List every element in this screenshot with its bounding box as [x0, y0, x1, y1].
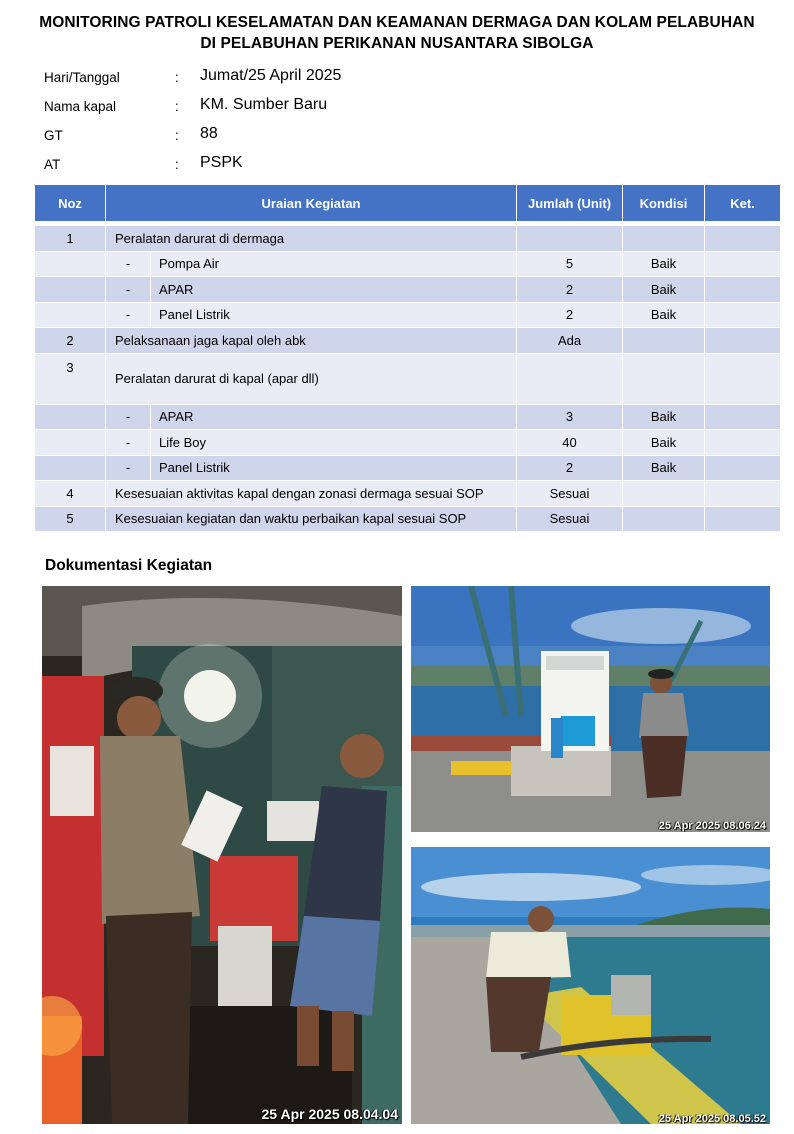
cell-no: 4 [35, 480, 106, 506]
cell-kondisi: Baik [623, 251, 705, 277]
table-row [35, 276, 780, 302]
table-row [35, 404, 780, 430]
table-row [35, 506, 780, 532]
cell-no: 2 [35, 327, 106, 353]
photo-dock-inspection-image [411, 847, 770, 1124]
header-jumlah: Jumlah (Unit) [517, 185, 623, 221]
cell-kondisi [623, 225, 705, 251]
info-label: AT [44, 157, 61, 172]
cell-jumlah: 2 [517, 455, 623, 481]
table-row [35, 455, 780, 481]
cell-kondisi [623, 506, 705, 532]
table-row [35, 251, 780, 277]
photo-timestamp: 25 Apr 2025 08.05.52 [658, 1113, 766, 1124]
cell-ket [705, 327, 780, 353]
info-colon: : [175, 128, 179, 143]
cell-ket [705, 353, 780, 404]
cell-ket [705, 251, 780, 277]
cell-kondisi: Baik [623, 302, 705, 328]
header-no: Noz [35, 185, 106, 221]
info-colon: : [175, 70, 179, 85]
cell-ket [705, 429, 780, 455]
cell-uraian: Peralatan darurat di kapal (apar dll) [106, 353, 517, 404]
cell-jumlah: Sesuai [517, 506, 623, 532]
header-uraian: Uraian Kegiatan [106, 185, 517, 221]
cell-ket [705, 225, 780, 251]
documentation-heading: Dokumentasi Kegiatan [45, 557, 213, 574]
table-row [35, 327, 780, 353]
cell-uraian: Peralatan darurat di dermaga [106, 225, 517, 251]
photo-dock-dispenser [411, 586, 770, 832]
info-label: Hari/Tanggal [44, 70, 120, 85]
cell-kondisi [623, 327, 705, 353]
cell-dash: - [106, 404, 151, 430]
patrol-checklist-table [35, 185, 780, 531]
photo-vessel-inspection [42, 586, 402, 1124]
cell-kondisi [623, 480, 705, 506]
header-ket: Ket. [705, 185, 780, 221]
cell-jumlah: 2 [517, 276, 623, 302]
cell-ket [705, 506, 780, 532]
info-value: KM. Sumber Baru [200, 96, 328, 113]
cell-uraian: Pelaksanaan jaga kapal oleh abk [106, 327, 517, 353]
cell-no [35, 251, 106, 277]
cell-no: 1 [35, 225, 106, 251]
cell-uraian: Kesesuaian kegiatan dan waktu perbaikan kapal sesuai SOP [106, 506, 517, 532]
cell-kondisi: Baik [623, 276, 705, 302]
table-row [35, 480, 780, 506]
cell-uraian: APAR [151, 276, 517, 302]
cell-no: 3 [35, 353, 106, 404]
header-kondisi: Kondisi [623, 185, 705, 221]
photo-dock-dispenser-image [411, 586, 770, 832]
cell-ket [705, 480, 780, 506]
cell-jumlah: Ada [517, 327, 623, 353]
info-colon: : [175, 157, 179, 172]
cell-ket [705, 276, 780, 302]
cell-no [35, 404, 106, 430]
cell-no [35, 302, 106, 328]
cell-uraian: Life Boy [151, 429, 517, 455]
title-line-2: DI PELABUHAN PERIKANAN NUSANTARA SIBOLGA [200, 35, 594, 52]
cell-kondisi [623, 353, 705, 404]
photo-timestamp: 25 Apr 2025 08.04.04 [261, 1106, 398, 1122]
cell-kondisi: Baik [623, 455, 705, 481]
cell-no [35, 455, 106, 481]
table-row [35, 429, 780, 455]
cell-uraian: Panel Listrik [151, 302, 517, 328]
table-row [35, 353, 780, 404]
cell-uraian: Pompa Air [151, 251, 517, 277]
cell-uraian: Panel Listrik [151, 455, 517, 481]
page-title [0, 12, 794, 54]
cell-dash: - [106, 429, 151, 455]
info-label: Nama kapal [44, 99, 117, 114]
info-label: GT [44, 128, 63, 143]
title-line-1: MONITORING PATROLI KESELAMATAN DAN KEAMANAN DERMAGA DAN KOLAM PELABUHAN [39, 14, 755, 31]
cell-kondisi: Baik [623, 429, 705, 455]
cell-jumlah: Sesuai [517, 480, 623, 506]
cell-jumlah: 5 [517, 251, 623, 277]
cell-jumlah: 2 [517, 302, 623, 328]
cell-jumlah: 40 [517, 429, 623, 455]
cell-dash: - [106, 302, 151, 328]
table-row [35, 225, 780, 251]
cell-no: 5 [35, 506, 106, 532]
photo-dock-inspection [411, 847, 770, 1124]
cell-jumlah [517, 225, 623, 251]
table-row [35, 302, 780, 328]
cell-jumlah: 3 [517, 404, 623, 430]
cell-no [35, 429, 106, 455]
cell-kondisi: Baik [623, 404, 705, 430]
cell-ket [705, 302, 780, 328]
cell-uraian: Kesesuaian aktivitas kapal dengan zonasi dermaga sesuai SOP [106, 480, 517, 506]
info-value: 88 [200, 125, 218, 142]
cell-dash: - [106, 276, 151, 302]
info-value: Jumat/25 April 2025 [200, 67, 342, 84]
info-value: PSPK [200, 154, 243, 171]
cell-uraian: APAR [151, 404, 517, 430]
cell-no [35, 276, 106, 302]
cell-ket [705, 455, 780, 481]
cell-dash: - [106, 251, 151, 277]
photo-timestamp: 25 Apr 2025 08.06.24 [658, 820, 766, 832]
cell-dash: - [106, 455, 151, 481]
table-header-row [35, 185, 780, 221]
photo-vessel-inspection-image [42, 586, 402, 1124]
info-colon: : [175, 99, 179, 114]
cell-ket [705, 404, 780, 430]
cell-jumlah [517, 353, 623, 404]
